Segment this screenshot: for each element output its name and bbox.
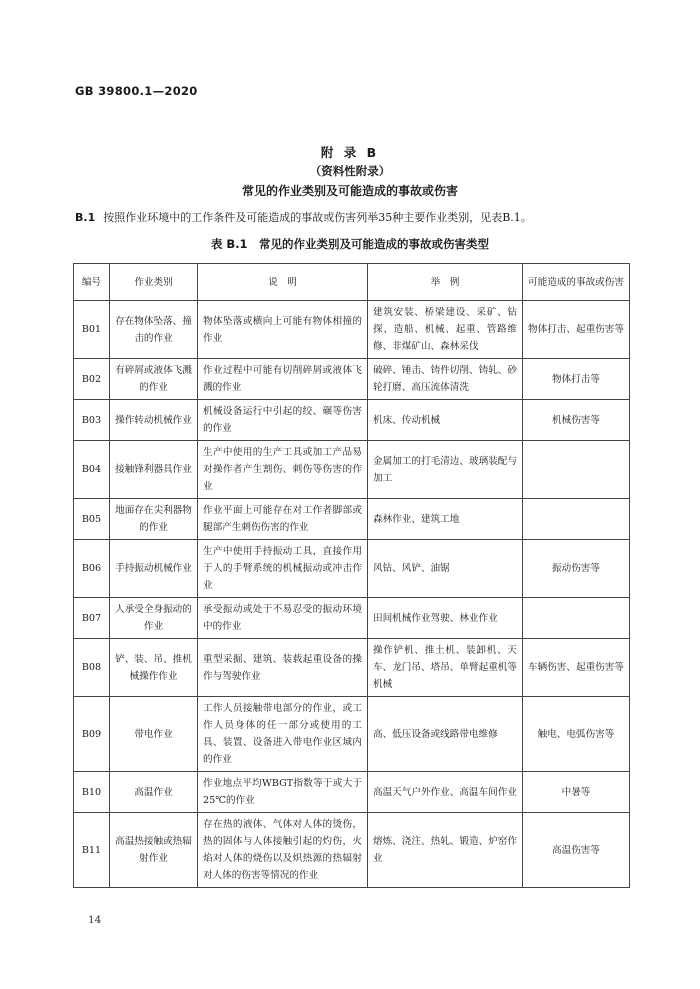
table-body	[74, 301, 630, 888]
cell-harm: 高温伤害等	[523, 813, 630, 888]
cell-example: 田间机械作业驾驶、林业作业	[368, 598, 523, 639]
cell-code: B09	[74, 697, 110, 772]
cell-category: 地面存在尖利器物的作业	[110, 499, 198, 540]
table-row	[74, 697, 630, 772]
table-row	[74, 813, 630, 888]
cell-code: B10	[74, 772, 110, 813]
appendix-subtitle: 常见的作业类别及可能造成的事故或伤害	[241, 184, 458, 198]
cell-description: 存在热的液体、气体对人体的烫伤，热的固体与人体接触引起的灼伤，火焰对人体的烧伤以及炽热源的热辐射对人体的伤害等情况的作业	[198, 813, 368, 888]
cell-example: 森林作业、建筑工地	[368, 499, 523, 540]
cell-code: B11	[74, 813, 110, 888]
cell-category: 高温作业	[110, 772, 198, 813]
cell-example: 破碎、锤击、铸件切削、铸轧、砂轮打磨、高压流体清洗	[368, 359, 523, 400]
cell-description: 生产中使用的生产工具或加工产品易对操作者产生割伤、刺伤等伤害的作业	[198, 441, 368, 499]
cell-example: 建筑安装、桥梁建设、采矿、钻探、造船、机械、起重、管路维修、非煤矿山、森林采伐	[368, 301, 523, 359]
cell-description: 重型采掘、建筑、装载起重设备的操作与驾驶作业	[198, 639, 368, 697]
table-row	[74, 772, 630, 813]
cell-example: 风钻、风铲、油锯	[368, 540, 523, 598]
cell-example: 熔炼、浇注、热轧、锻造、炉窑作业	[368, 813, 523, 888]
clause-number: B.1	[75, 211, 96, 224]
cell-harm: 物体打击等	[523, 359, 630, 400]
header-code: 编号	[74, 264, 110, 301]
cell-code: B05	[74, 499, 110, 540]
cell-harm: 中暑等	[523, 772, 630, 813]
page-number: 14	[88, 914, 102, 926]
table-header-row	[74, 264, 630, 301]
cell-category: 操作转动机械作业	[110, 400, 198, 441]
cell-description: 机械设备运行中引起的绞、碾等伤害的作业	[198, 400, 368, 441]
cell-code: B08	[74, 639, 110, 697]
cell-code: B03	[74, 400, 110, 441]
cell-harm: 车辆伤害、起重伤害等	[523, 639, 630, 697]
cell-harm	[523, 598, 630, 639]
table-row	[74, 400, 630, 441]
table-row	[74, 301, 630, 359]
cell-code: B01	[74, 301, 110, 359]
clause-text: 按照作业环境中的工作条件及可能造成的事故或伤害列举35种主要作业类别，见表B.1。	[103, 211, 532, 224]
cell-category: 接触锋利器具作业	[110, 441, 198, 499]
table-row	[74, 540, 630, 598]
cell-harm: 机械伤害等	[523, 400, 630, 441]
cell-description: 承受振动或处于不易忍受的振动环境中的作业	[198, 598, 368, 639]
cell-category: 存在物体坠落、撞击的作业	[110, 301, 198, 359]
cell-description: 生产中使用手持振动工具，直接作用于人的手臂系统的机械振动或冲击作业	[198, 540, 368, 598]
cell-harm: 物体打击、起重伤害等	[523, 301, 630, 359]
cell-code: B02	[74, 359, 110, 400]
table-row	[74, 639, 630, 697]
cell-example: 操作铲机、推土机、装卸机、天车、龙门吊、塔吊、单臂起重机等机械	[368, 639, 523, 697]
cell-category: 带电作业	[110, 697, 198, 772]
intro-paragraph	[75, 209, 635, 225]
table-row	[74, 441, 630, 499]
cell-category: 手持振动机械作业	[110, 540, 198, 598]
cell-code: B04	[74, 441, 110, 499]
header-harm: 可能造成的事故或伤害	[523, 264, 630, 301]
header-example: 举 例	[368, 264, 523, 301]
cell-harm	[523, 441, 630, 499]
table-row	[74, 598, 630, 639]
cell-description: 物体坠落或横向上可能有物体相撞的作业	[198, 301, 368, 359]
cell-harm: 触电、电弧伤害等	[523, 697, 630, 772]
cell-example: 高温天气户外作业、高温车间作业	[368, 772, 523, 813]
cell-example: 金属加工的打毛清边、玻璃装配与加工	[368, 441, 523, 499]
appendix-nature: （资料性附录）	[309, 164, 391, 178]
cell-harm	[523, 499, 630, 540]
cell-category: 有碎屑或液体飞溅的作业	[110, 359, 198, 400]
header-category: 作业类别	[110, 264, 198, 301]
cell-code: B07	[74, 598, 110, 639]
table-row	[74, 359, 630, 400]
cell-description: 作业地点平均WBGT指数等于或大于25℃的作业	[198, 772, 368, 813]
header-description: 说 明	[198, 264, 368, 301]
cell-category: 人承受全身振动的作业	[110, 598, 198, 639]
cell-category: 高温热接触或热辐射作业	[110, 813, 198, 888]
document-code: GB 39800.1—2020	[75, 84, 198, 98]
appendix-title: 附 录 B	[320, 145, 380, 160]
cell-code: B06	[74, 540, 110, 598]
cell-example: 高、低压设备或线路带电维修	[368, 697, 523, 772]
job-category-table	[73, 263, 630, 888]
cell-description: 工作人员接触带电部分的作业，或工作人员身体的任一部分或使用的工具、装置、设备进入带电作业区域内的作业	[198, 697, 368, 772]
cell-harm: 振动伤害等	[523, 540, 630, 598]
cell-example: 机床、传动机械	[368, 400, 523, 441]
cell-description: 作业过程中可能有切削碎屑或液体飞溅的作业	[198, 359, 368, 400]
table-caption: 表 B.1 常见的作业类别及可能造成的事故或伤害类型	[210, 237, 490, 251]
cell-category: 铲、装、吊、推机械操作作业	[110, 639, 198, 697]
table-row	[74, 499, 630, 540]
cell-description: 作业平面上可能存在对工作者脚部或腿部产生刺伤伤害的作业	[198, 499, 368, 540]
